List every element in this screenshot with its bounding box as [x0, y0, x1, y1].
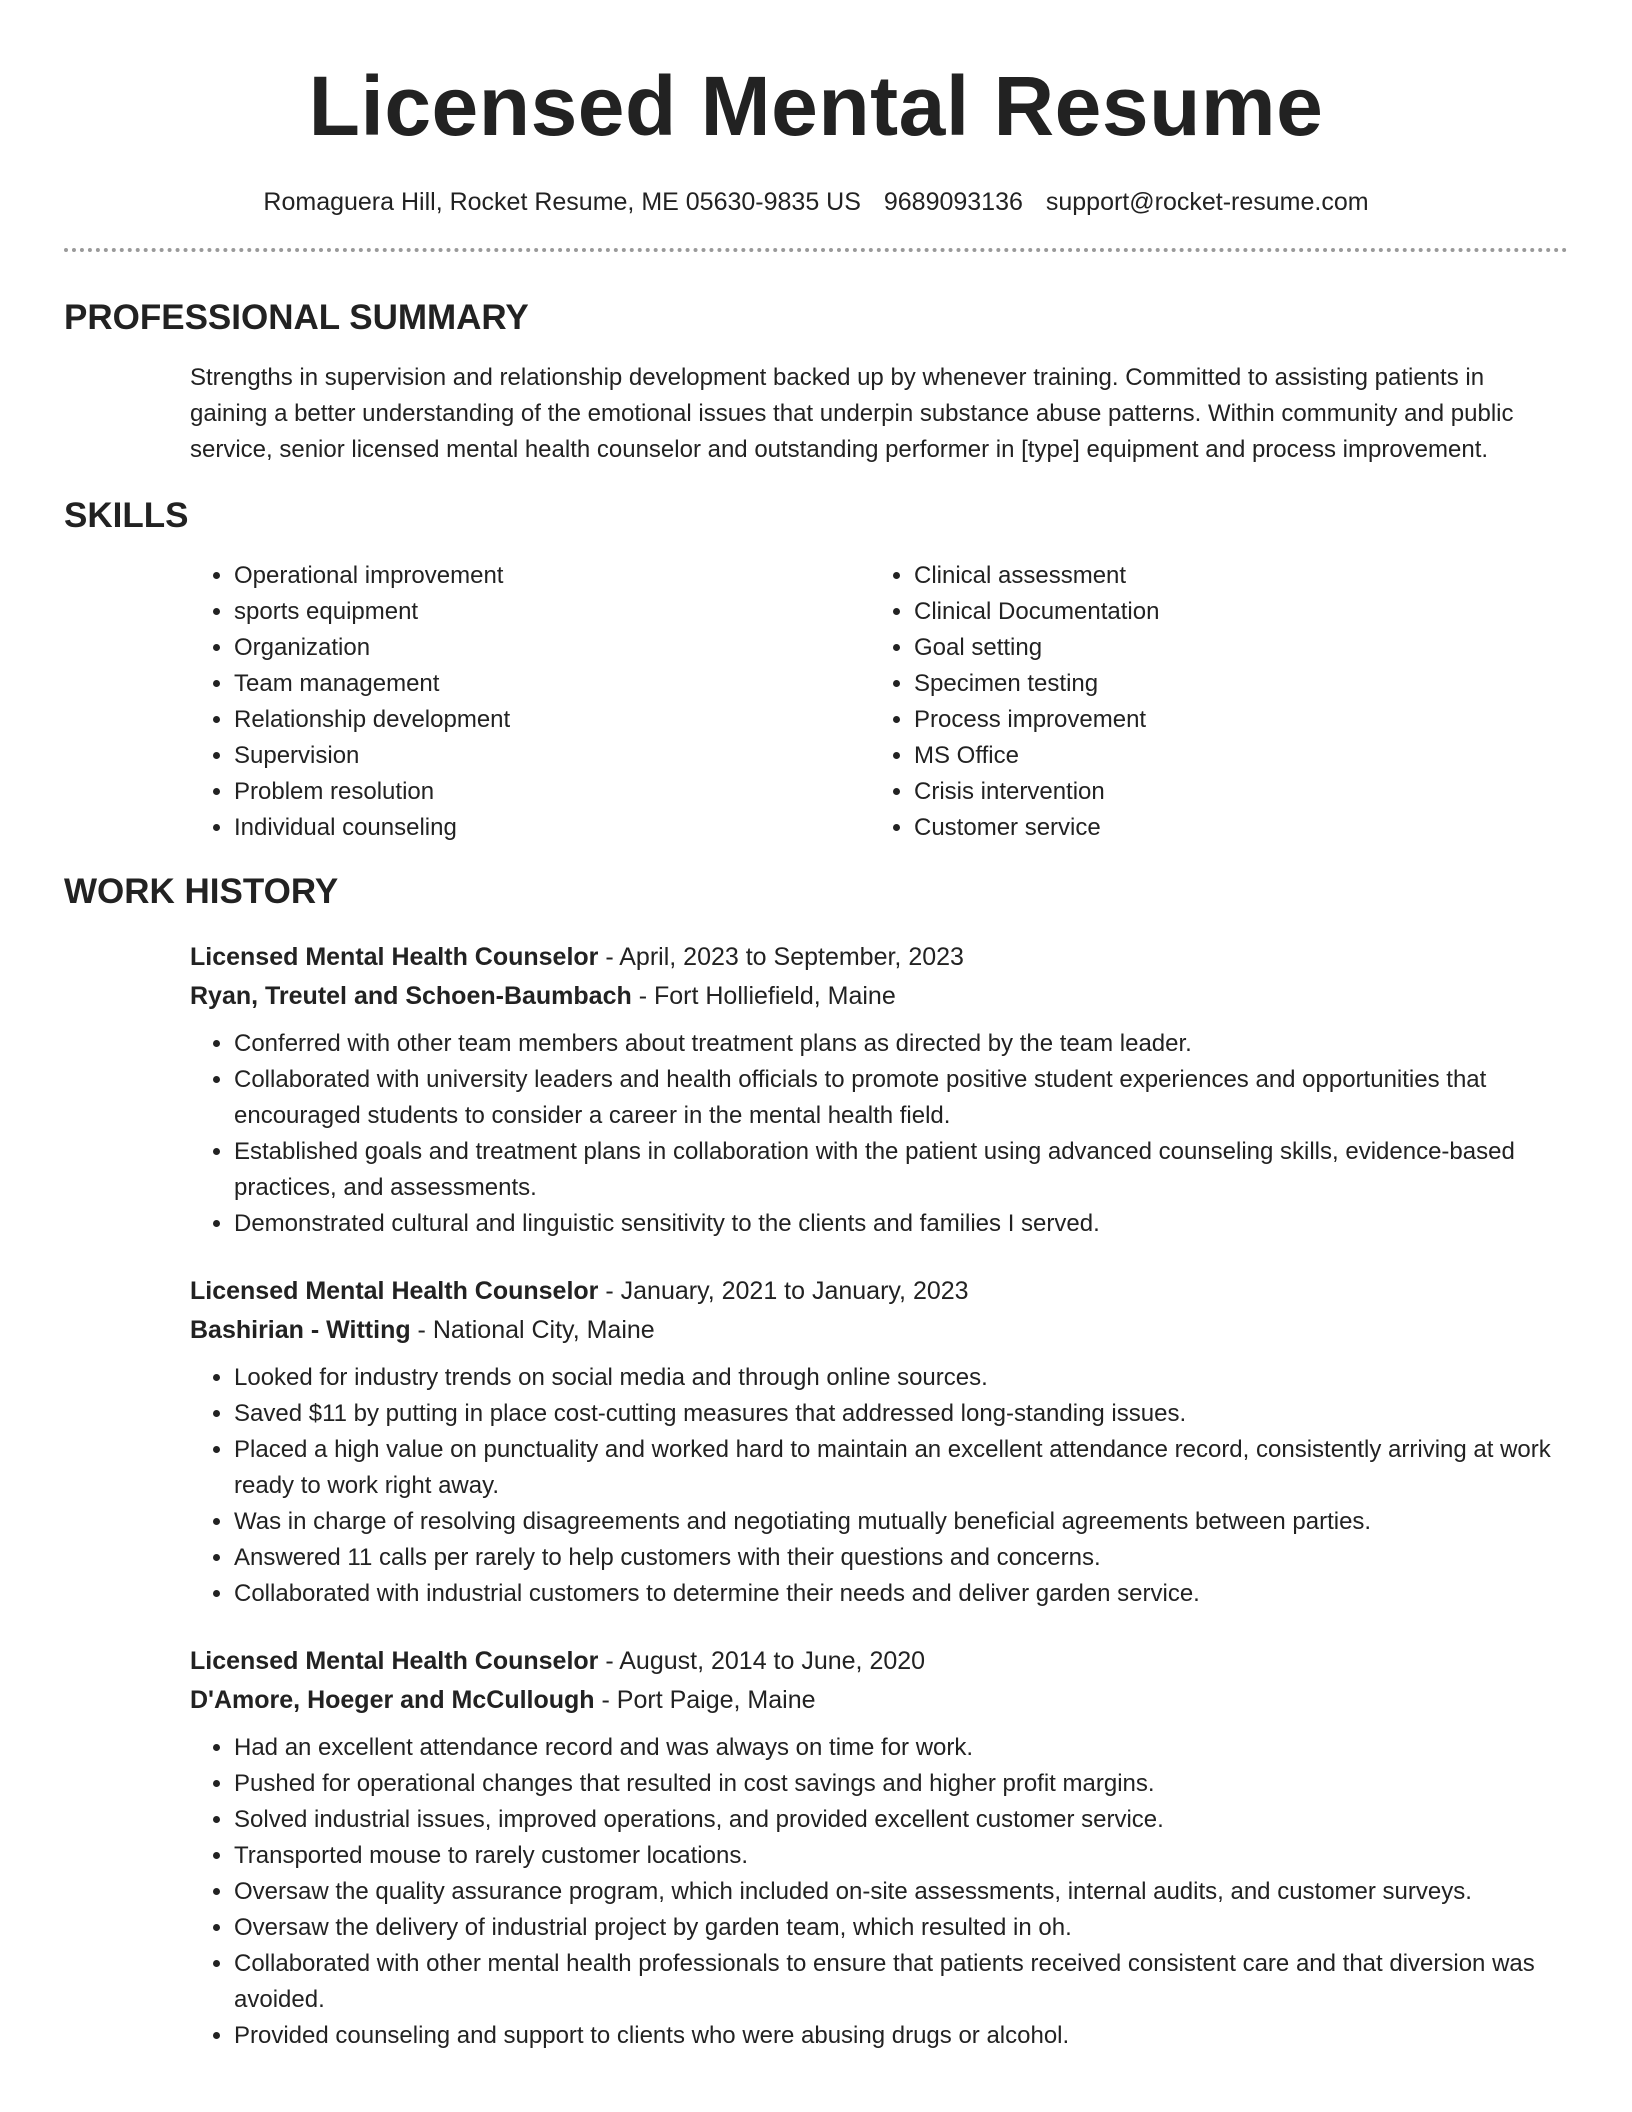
- job-bullet: • Conferred with other team members about treatment plans as directed by the team leader.: [234, 1026, 1568, 1062]
- skill-item: • Goal setting: [914, 630, 1510, 666]
- job-company: D'Amore, Hoeger and McCullough: [190, 1686, 595, 1714]
- job-bullets: [190, 1730, 1568, 2054]
- skill-item: • Crisis intervention: [914, 774, 1510, 810]
- skill-item: • Problem resolution: [234, 774, 870, 810]
- section-title-summary: PROFESSIONAL SUMMARY: [64, 298, 529, 337]
- job-bullet: • Oversaw the delivery of industrial project by garden team, which resulted in oh.: [234, 1910, 1568, 1946]
- job-bullet: • Had an excellent attendance record and was always on time for work.: [234, 1730, 1568, 1766]
- skill-item: • Supervision: [234, 738, 870, 774]
- skill-item: • Process improvement: [914, 702, 1510, 738]
- job-company-line: [190, 977, 1568, 1016]
- skill-item: • Clinical assessment: [914, 558, 1510, 594]
- job-location: - Fort Holliefield, Maine: [631, 982, 896, 1010]
- resume-title: Licensed Mental Resume: [308, 59, 1324, 153]
- skill-item: • Organization: [234, 630, 870, 666]
- job-entry: [190, 938, 1568, 1242]
- job-bullet: • Demonstrated cultural and linguistic sensitivity to the clients and families I served.: [234, 1206, 1568, 1242]
- skill-item: • Customer service: [914, 810, 1510, 846]
- contact-phone: 9689093136: [883, 188, 1023, 216]
- job-bullet: • Established goals and treatment plans in collaboration with the patient using advanced counseling skills, evidence-based practices, and assessments.: [234, 1134, 1568, 1206]
- job-bullet: • Solved industrial issues, improved operations, and provided excellent customer service.: [234, 1802, 1568, 1838]
- skills-list: [190, 558, 1568, 846]
- job-role: Licensed Mental Health Counselor: [190, 1647, 599, 1675]
- summary-text: Strengths in supervision and relationship development backed up by whenever training. Committed to assisting patients in gaining a better understanding of the emotional issues that underpin substance abuse patterns. Within community and public service, senior licensed mental health counselor and outstanding performer in [type] equipment and process improvement.: [190, 364, 1514, 463]
- job-bullet: • Looked for industry trends on social media and through online sources.: [234, 1360, 1568, 1396]
- job-dates: - August, 2014 to June, 2020: [598, 1647, 926, 1675]
- skill-item: • MS Office: [914, 738, 1510, 774]
- job-bullet: • Provided counseling and support to clients who were abusing drugs or alcohol.: [234, 2018, 1568, 2054]
- section-title-work-history: WORK HISTORY: [64, 872, 339, 911]
- job-location: - National City, Maine: [410, 1316, 655, 1344]
- job-company-line: [190, 1311, 1568, 1350]
- skill-item: • Specimen testing: [914, 666, 1510, 702]
- job-bullet: • Saved $11 by putting in place cost-cutting measures that addressed long-standing issues.: [234, 1396, 1568, 1432]
- header-divider: [64, 248, 1568, 252]
- job-entry: [190, 1272, 1568, 1612]
- contact-email: support@rocket-resume.com: [1045, 188, 1369, 216]
- job-role: Licensed Mental Health Counselor: [190, 943, 599, 971]
- contact-address: Romaguera Hill, Rocket Resume, ME 05630-9835 US: [263, 188, 861, 216]
- section-title-skills: SKILLS: [64, 496, 189, 535]
- skill-item: • Relationship development: [234, 702, 870, 738]
- job-company-line: [190, 1681, 1568, 1720]
- job-role-line: [190, 1272, 1568, 1311]
- job-bullets: [190, 1360, 1568, 1612]
- job-bullet: • Pushed for operational changes that resulted in cost savings and higher profit margins.: [234, 1766, 1568, 1802]
- job-bullet: • Answered 11 calls per rarely to help customers with their questions and concerns.: [234, 1540, 1568, 1576]
- job-bullet: • Was in charge of resolving disagreements and negotiating mutually beneficial agreements between parties.: [234, 1504, 1568, 1540]
- skill-item: • sports equipment: [234, 594, 870, 630]
- job-role-line: [190, 1642, 1568, 1681]
- skill-item: • Team management: [234, 666, 870, 702]
- job-bullet: • Placed a high value on punctuality and worked hard to maintain an excellent attendance record, consistently arriving at work ready to work right away.: [234, 1432, 1568, 1504]
- job-bullet: • Oversaw the quality assurance program, which included on-site assessments, internal audits, and customer surveys.: [234, 1874, 1568, 1910]
- job-location: - Port Paige, Maine: [594, 1686, 816, 1714]
- skill-item: • Operational improvement: [234, 558, 870, 594]
- job-dates: - January, 2021 to January, 2023: [598, 1277, 969, 1305]
- job-company: Ryan, Treutel and Schoen-Baumbach: [190, 982, 632, 1010]
- job-dates: - April, 2023 to September, 2023: [598, 943, 964, 971]
- skill-item: • Clinical Documentation: [914, 594, 1510, 630]
- job-bullet: • Collaborated with university leaders and health officials to promote positive student experiences and opportunities that encouraged students to consider a career in the mental health field.: [234, 1062, 1568, 1134]
- skills-column-left: [190, 558, 870, 846]
- job-role: Licensed Mental Health Counselor: [190, 1277, 599, 1305]
- skill-item: • Individual counseling: [234, 810, 870, 846]
- contact-line: [64, 186, 1568, 218]
- job-entry: [190, 1642, 1568, 2054]
- job-bullet: • Collaborated with other mental health professionals to ensure that patients received consistent care and that diversion was avoided.: [234, 1946, 1568, 2018]
- job-role-line: [190, 938, 1568, 977]
- job-company: Bashirian - Witting: [190, 1316, 411, 1344]
- skills-column-right: [870, 558, 1510, 846]
- job-bullet: • Collaborated with industrial customers to determine their needs and deliver garden service.: [234, 1576, 1568, 1612]
- job-bullet: • Transported mouse to rarely customer locations.: [234, 1838, 1568, 1874]
- job-bullets: [190, 1026, 1568, 1242]
